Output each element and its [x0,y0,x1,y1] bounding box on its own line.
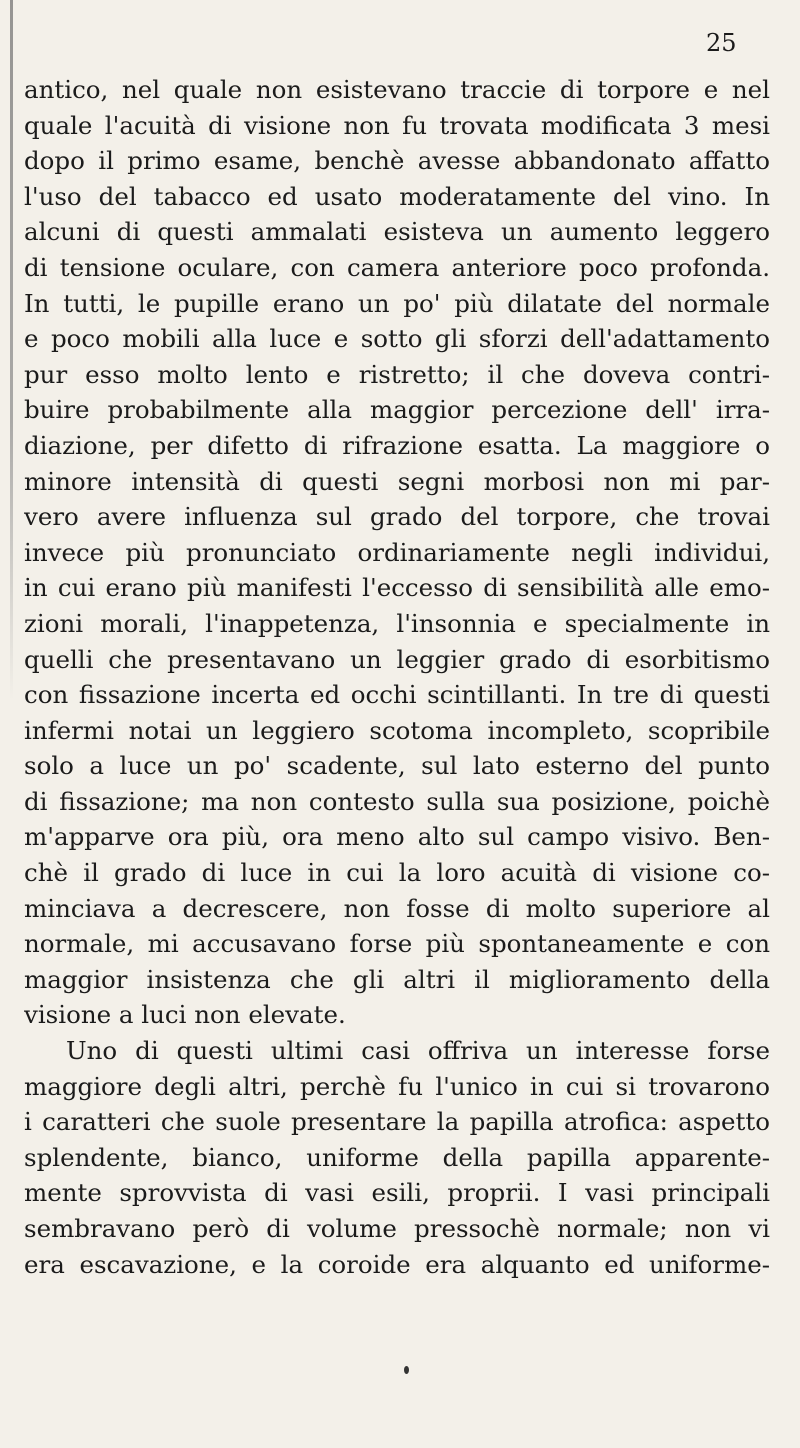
text-line: minore intensità di questi segni morbosi non mi par- [24,466,770,496]
page-number: 25 [706,29,737,57]
text-line: m'apparve ora più, ora meno alto sul campo visivo. Ben- [24,822,770,852]
text-line: zioni morali, l'inappetenza, l'insonnia e specialmente in [24,608,770,638]
body-text [24,72,770,1282]
text-line: alcuni di questi ammalati esisteva un aumento leggero [24,217,770,247]
text-line: normale, mi accusavano forse più spontaneamente e con [24,929,770,959]
text-line: invece più pronunciato ordinariamente negli individui, [24,537,770,567]
text-line: in cui erano più manifesti l'eccesso di sensibilità alle emo- [24,573,770,603]
text-line: l'uso del tabacco ed usato moderatamente del vino. In [24,181,770,211]
text-line: Uno di questi ultimi casi offriva un interesse forse [66,1036,770,1066]
text-line: con fissazione incerta ed occhi scintillanti. In tre di questi [24,680,770,710]
page-edge-shadow [10,0,13,700]
text-line: di fissazione; ma non contesto sulla sua posizione, poichè [24,786,770,816]
text-line: sembravano però di volume pressochè normale; non vi [24,1214,770,1243]
text-line: vero avere influenza sul grado del torpore, che trovai [24,502,770,532]
text-line: pur esso molto lento e ristretto; il che doveva contri- [24,359,770,389]
text-line: quelli che presentavano un leggier grado di esorbitismo [24,644,770,674]
text-line: di tensione oculare, con camera anteriore poco profonda. [24,252,770,282]
text-line: e poco mobili alla luce e sotto gli sforzi dell'adattamento [24,324,770,354]
ink-speck [404,1366,409,1374]
text-line: dopo il primo esame, benchè avesse abbandonato affatto [24,146,770,176]
text-line: buire probabilmente alla maggior percezione dell' irra- [24,395,770,425]
text-line: antico, nel quale non esistevano traccie di torpore e nel [24,75,770,104]
text-line: In tutti, le pupille erano un po' più dilatate del normale [24,288,770,318]
text-line: diazione, per difetto di rifrazione esatta. La maggiore o [24,430,770,460]
text-line: maggior insistenza che gli altri il miglioramento della [24,964,770,994]
text-line: mente sprovvista di vasi esili, proprii. I vasi principali [24,1178,770,1208]
text-line: quale l'acuità di visione non fu trovata modificata 3 mesi [24,110,770,140]
text-line: splendente, bianco, uniforme della papilla apparente- [24,1142,770,1172]
text-line: infermi notai un leggiero scotoma incompleto, scopribile [24,715,770,745]
text-line: visione a luci non elevate. [24,1000,346,1030]
text-line: i caratteri che suole presentare la papilla atrofica: aspetto [24,1107,770,1137]
text-line: chè il grado di luce in cui la loro acuità di visione co- [24,858,770,888]
text-line: solo a luce un po' scadente, sul lato esterno del punto [24,751,770,781]
text-line: minciava a decrescere, non fosse di molto superiore al [24,893,770,923]
text-line: maggiore degli altri, perchè fu l'unico in cui si trovarono [24,1071,770,1101]
text-line: era escavazione, e la coroide era alquanto ed uniforme- [24,1249,770,1279]
